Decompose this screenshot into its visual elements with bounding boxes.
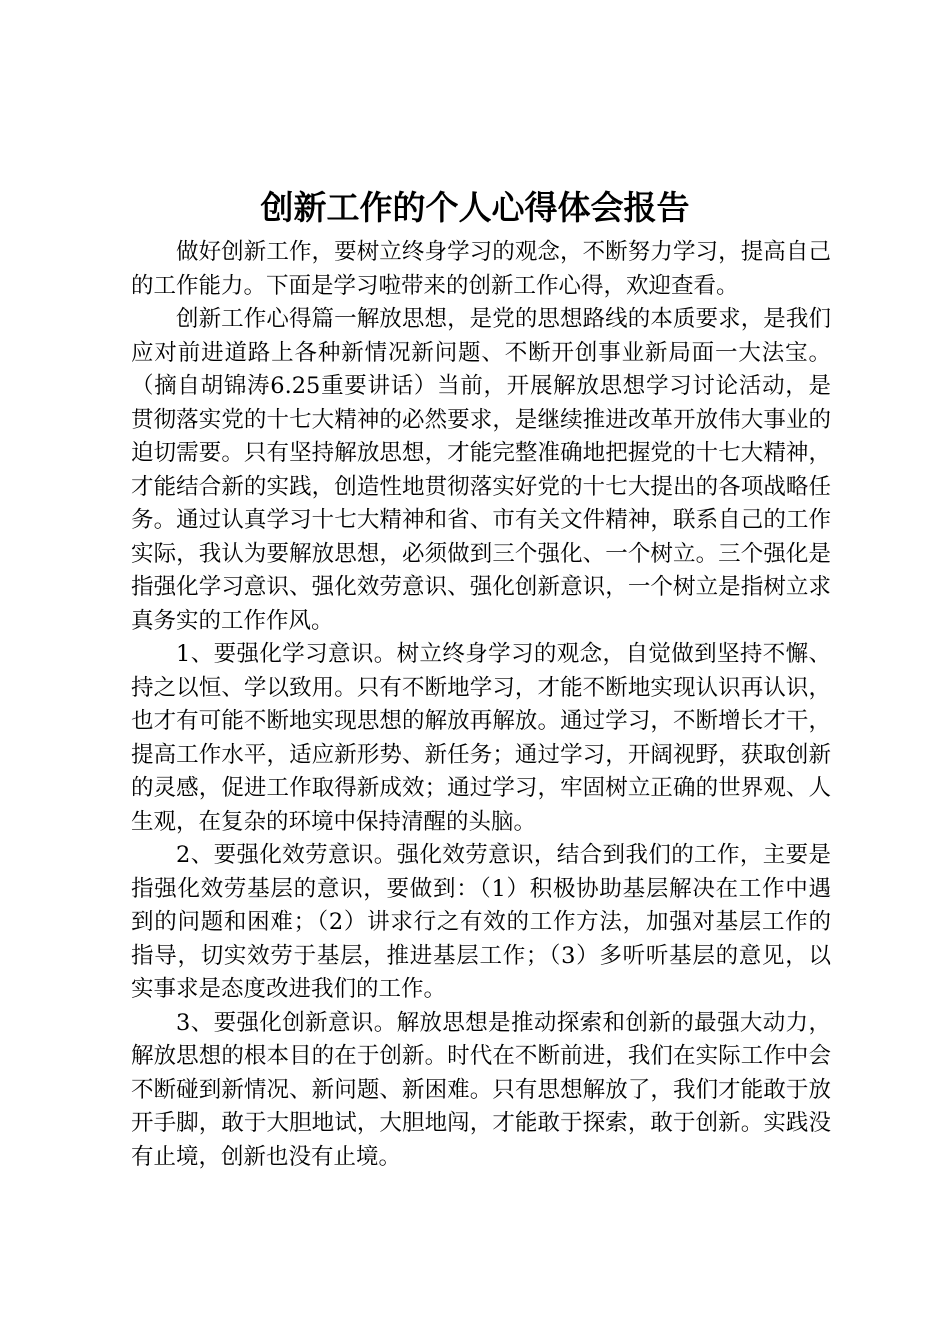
paragraph-intro: 做好创新工作，要树立终身学习的观念，不断努力学习，提高自己的工作能力。下面是学习啦带来的创新工作心得，欢迎查看。 [131, 239, 831, 299]
document-body [131, 236, 831, 1174]
document-title: 创新工作的个人心得体会报告 [260, 188, 690, 227]
paragraph-part-one: 创新工作心得篇一解放思想，是党的思想路线的本质要求，是我们应对前进道路上各种新情况新问题、不断开创事业新局面一大法宝。（摘自胡锦涛6.25重要讲话）当前，开展解放思想学习讨论活动，是贯彻落实党的十七大精神的必然要求，是继续推进改革开放伟大事业的迫切需要。只有坚持解放思想，才能完整准确地把握党的十七大精神，才能结合新的实践，创造性地贯彻落实好党的十七大提出的各项战略任务。通过认真学习十七大精神和省、市有关文件精神，联系自己的工作实际，我认为要解放思想，必须做到三个强化、一个树立。三个强化是指强化学习意识、强化效劳意识、强化创新意识，一个树立是指树立求真务实的工作作风。 [131, 306, 831, 634]
paragraph-point-2: 2、要强化效劳意识。强化效劳意识，结合到我们的工作，主要是指强化效劳基层的意识，要做到：（1）积极协助基层解决在工作中遇到的问题和困难；（2）讲求行之有效的工作方法，加强对基层工作的指导，切实效劳于基层，推进基层工作；（3）多听听基层的意见，以实事求是态度改进我们的工作。 [131, 842, 831, 1002]
paragraph-point-3: 3、要强化创新意识。解放思想是推动探索和创新的最强大动力，解放思想的根本目的在于创新。时代在不断前进，我们在实际工作中会不断碰到新情况、新问题、新困难。只有思想解放了，我们才能敢于放开手脚，敢于大胆地试，大胆地闯，才能敢于探索，敢于创新。实践没有止境，创新也没有止境。 [131, 1009, 831, 1170]
paragraph-point-1: 1、要强化学习意识。树立终身学习的观念，自觉做到坚持不懈、持之以恒、学以致用。只有不断地学习，才能不断地实现认识再认识，也才有可能不断地实现思想的解放再解放。通过学习，不断增长才干，提高工作水平，适应新形势、新任务；通过学习，开阔视野，获取创新的灵感，促进工作取得新成效；通过学习，牢固树立正确的世界观、人生观，在复杂的环境中保持清醒的头脑。 [131, 641, 831, 835]
